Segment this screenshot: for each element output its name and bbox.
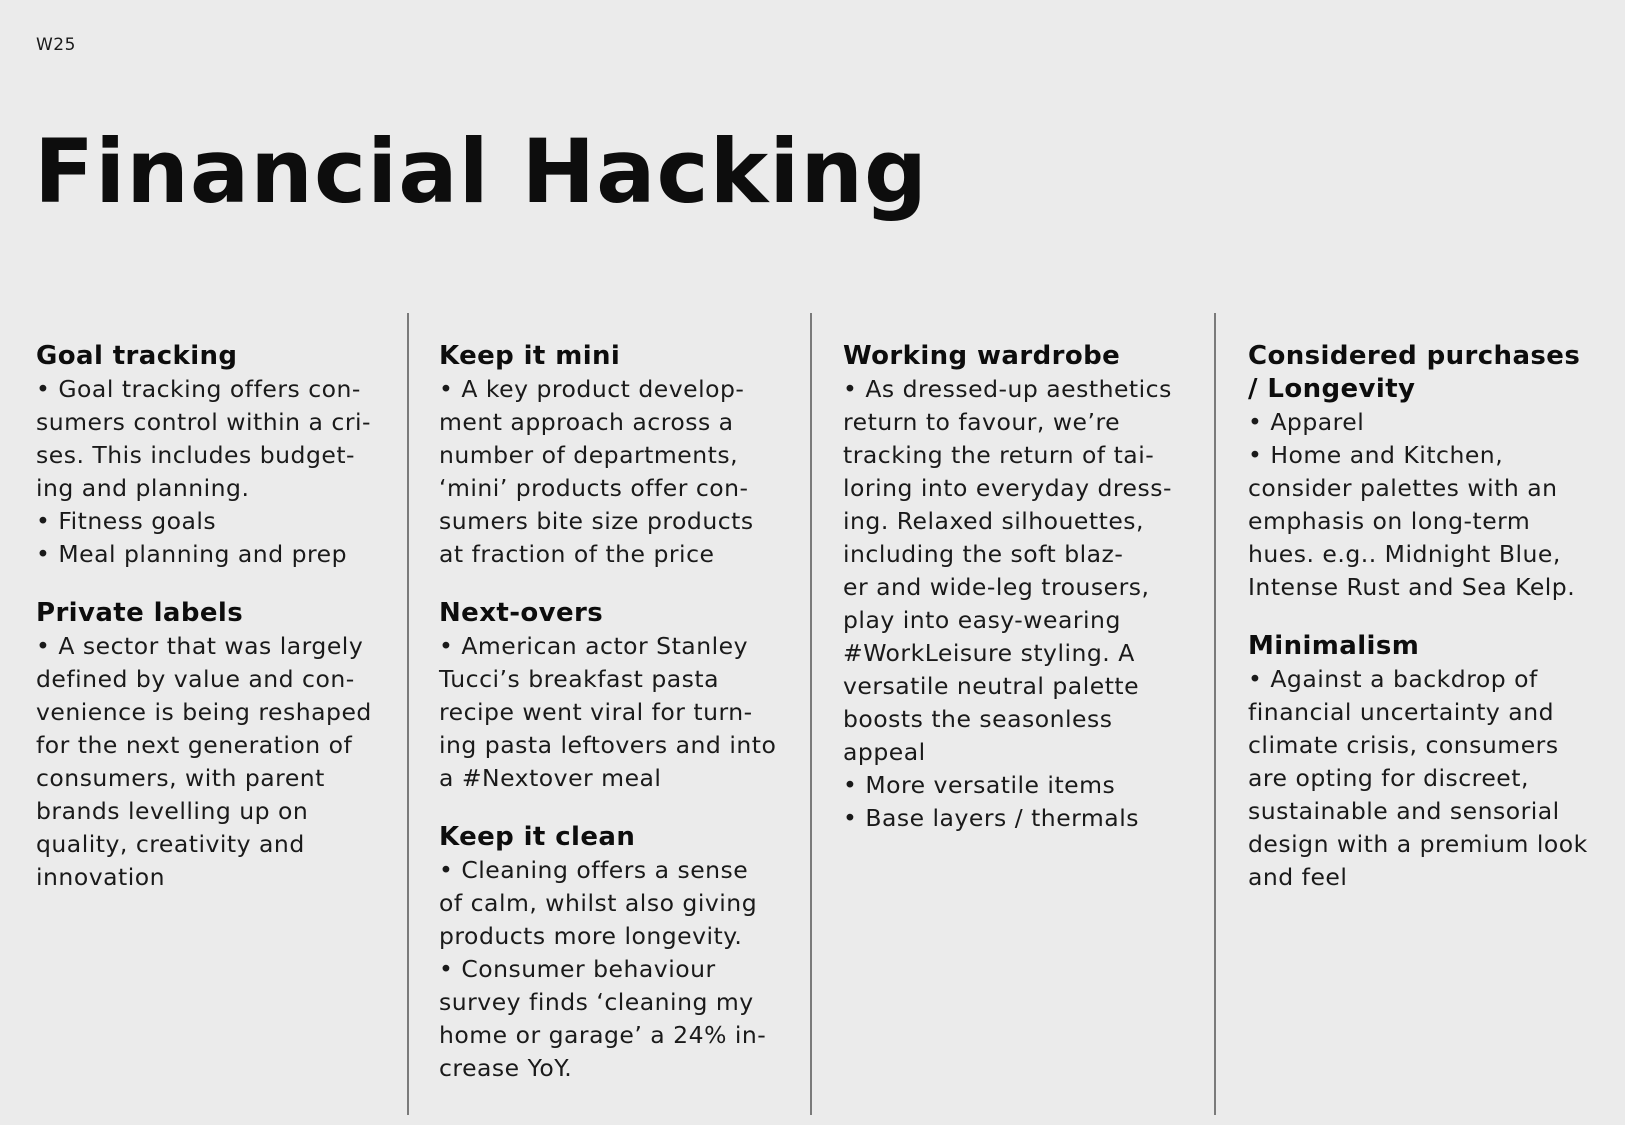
section-body: • Goal tracking offers con- sumers control within a cri- ses. This includes budget- ing and planning. • Fitness goals • Meal planning and prep [36, 375, 372, 568]
section-body: • A key product develop- ment approach across a number of departments, ‘mini’ products offer con- sumers bite size products at fraction of the price [439, 375, 754, 568]
section-heading: Working wardrobe [843, 341, 1121, 371]
column-divider [810, 313, 812, 1115]
section-heading: Keep it mini [439, 341, 621, 371]
section-keep-it-clean [439, 821, 799, 1085]
section-keep-it-mini [439, 340, 799, 571]
column-3 [843, 340, 1203, 861]
section-body: • Apparel • Home and Kitchen, consider palettes with an emphasis on long-term hues. e.g.. Midnight Blue, Intense Rust and Sea Kelp. [1248, 408, 1576, 601]
section-body: • Cleaning offers a sense of calm, whilst also giving products more longevity. • Consumer behaviour survey finds ‘cleaning my home or garage’ a 24% in- crease YoY. [439, 856, 767, 1082]
section-heading: Keep it clean [439, 822, 636, 852]
section-body: • Against a backdrop of financial uncertainty and climate crisis, consumers are opting for discreet, sustainable and sensorial design with a premium look and feel [1248, 665, 1588, 891]
column-1 [36, 340, 396, 920]
section-heading: Goal tracking [36, 341, 238, 371]
column-2 [439, 340, 799, 1111]
page-title: Financial Hacking [34, 120, 928, 223]
column-divider [1214, 313, 1216, 1115]
section-heading: Considered purchases / Longevity [1248, 341, 1581, 404]
section-body: • American actor Stanley Tucci’s breakfast pasta recipe went viral for turn- ing pasta leftovers and into a #Nextover meal [439, 632, 777, 792]
section-private-labels [36, 597, 396, 894]
column-divider [407, 313, 409, 1115]
column-4 [1248, 340, 1613, 920]
section-working-wardrobe [843, 340, 1203, 835]
section-body: • A sector that was largely defined by value and con- venience is being reshaped for the next generation of consumers, with parent brands levelling up on quality, creativity and innovation [36, 632, 372, 891]
section-minimalism [1248, 630, 1613, 894]
section-heading: Next-overs [439, 598, 604, 628]
section-goal-tracking [36, 340, 396, 571]
section-heading: Private labels [36, 598, 244, 628]
section-heading: Minimalism [1248, 631, 1420, 661]
section-body: • As dressed-up aesthetics return to favour, we’re tracking the return of tai- loring into everyday dress- ing. Relaxed silhouettes, including the soft blaz- er and wide-leg trousers, play into easy-wearing #WorkLeisure styling. A versatile neutral palette boosts the seasonless appeal • More versatile items • Base layers / thermals [843, 375, 1172, 832]
section-considered-purchases [1248, 340, 1613, 604]
page-code: W25 [36, 35, 76, 55]
section-next-overs [439, 597, 799, 795]
